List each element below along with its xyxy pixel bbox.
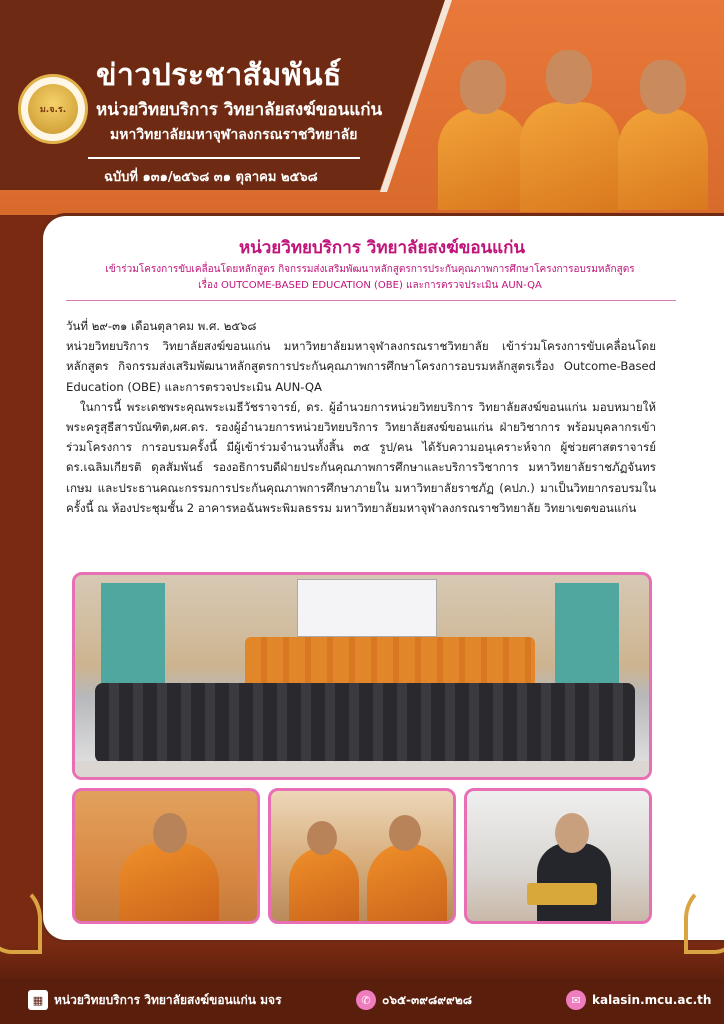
heading-divider	[66, 300, 676, 301]
footer-phone[interactable]	[356, 990, 472, 1010]
footer-website[interactable]	[566, 990, 711, 1010]
monk-portrait-left	[438, 50, 528, 210]
monk-head	[153, 813, 187, 853]
title-underline	[88, 157, 360, 159]
projector-screen	[297, 579, 437, 637]
podium-document	[527, 883, 597, 905]
photo-speaker-podium	[464, 788, 652, 924]
article-subheading-line-1: เข้าร่วมโครงการขับเคลื่อนโดยหลักสูตร กิจกรรมส่งเสริมพัฒนาหลักสูตรการประกันคุณภาพการศึกษาโครงการอบรมหลักสูตร	[105, 264, 635, 275]
footer-organization	[28, 990, 282, 1010]
monk-robe	[438, 108, 528, 210]
article-body	[66, 316, 656, 518]
monk-robe	[119, 843, 219, 924]
footer-phone-text: ๐๖๕-๓๙๘๙๙๒๘	[382, 992, 472, 1007]
issue-number: ฉบับที่ ๑๓๑/๒๕๖๘ ๓๑ ตุลาคม ๒๕๖๘	[104, 170, 318, 185]
footer-org-text: หน่วยวิทยบริการ วิทยาลัยสงฆ์ขอนแก่น มจร	[54, 992, 282, 1007]
newsletter-title: ข่าวประชาสัมพันธ์	[96, 58, 342, 93]
monk-robe	[618, 108, 708, 210]
footer-band	[0, 943, 724, 979]
article-subheading	[60, 262, 680, 294]
monk-robe	[289, 847, 359, 924]
article-paragraph-2: ในการนี้ พระเดชพระคุณพระเมธีวัชราจารย์, ดร. ผู้อำนวยการหน่วยวิทยบริการ วิทยาลัยสงฆ์ขอนแก่น มอบหมายให้ พระครูสุธีสารบัณฑิต,ผศ.ดร. รองผู้อำนวยการหน่วยวิทยบริการ วิทยาลัยสงฆ์ขอนแก่น ฝ่ายวิชาการ พร้อมบุคลากรเข้าร่วมโครงการ การอบรมครั้งนี้ มีผู้เข้าร่วมจำนวนทั้งสิ้น ๓๕ รูป/คน ได้รับความอนุเคราะห์จาก ผู้ช่วยศาสตราจารย์ ดร.เฉลิมเกียรติ ดุลสัมพันธ์ รองอธิการบดีฝ่ายประกันคุณภาพการศึกษาและบริการวิชาการ มหาวิทยาลัยราชภัฏจันทรเกษม และประธานคณะกรรมการประกันคุณภาพการศึกษาภายใน มหาวิทยาลัยราชภัฏ (คปภ.) มาเป็นวิทยากรอบรมในครั้งนี้ ณ ห้องประชุมชั้น 2 อาคารหอฉันพระพิมลธรรม มหาวิทยาลัยมหาจุฬาลงกรณราชวิทยาลัย วิทยาเขตขอนแก่น	[66, 399, 656, 515]
unit-name: หน่วยวิทยบริการ วิทยาลัยสงฆ์ขอนแก่น	[96, 100, 383, 120]
university-logo	[18, 74, 88, 144]
phone-icon: ✆	[356, 990, 376, 1010]
speaker-head	[555, 813, 589, 853]
monk-robe	[520, 102, 620, 212]
monk-head	[546, 50, 592, 104]
monk-robe	[367, 843, 447, 924]
article-paragraph-1: หน่วยวิทยบริการ วิทยาลัยสงฆ์ขอนแก่น มหาวิทยาลัยมหาจุฬาลงกรณราชวิทยาลัย เข้าร่วมโครงการขับเคลื่อนโดยหลักสูตร กิจกรรมส่งเสริมพัฒนาหลักสูตรการประกันคุณภาพการศึกษาโครงการอบรมหลักสูตรเรื่อง Outcome-Based Education (OBE) และการตรวจประเมิน AUN-QA	[66, 339, 656, 394]
article-subheading-line-2: เรื่อง OUTCOME-BASED EDUCATION (OBE) และการตรวจประเมิน AUN-QA	[198, 280, 542, 291]
group-photo	[72, 572, 652, 780]
monk-head	[389, 815, 421, 851]
monk-head	[640, 60, 686, 114]
university-name: มหาวิทยาลัยมหาจุฬาลงกรณราชวิทยาลัย	[110, 127, 358, 143]
monk-portrait-center	[520, 40, 620, 212]
article-date: วันที่ ๒๙-๓๑ เดือนตุลาคม พ.ศ. ๒๕๖๘	[66, 319, 257, 333]
mail-icon: ✉	[566, 990, 586, 1010]
article-heading: หน่วยวิทยบริการ วิทยาลัยสงฆ์ขอนแก่น	[238, 238, 526, 258]
wall-panel	[555, 583, 619, 693]
qr-code-icon: ▦	[28, 990, 48, 1010]
floor	[75, 761, 652, 780]
ornament-left	[0, 884, 42, 954]
monk-portrait-right	[618, 50, 708, 210]
footer-website-text: kalasin.mcu.ac.th	[592, 993, 712, 1007]
monk-head	[307, 821, 337, 855]
logo-emblem: ม.จ.ร.	[28, 84, 78, 134]
monk-head	[460, 60, 506, 114]
photo-monks-seated	[268, 788, 456, 924]
wall-panel	[101, 583, 165, 693]
participants-row	[95, 683, 635, 763]
photo-monk-speaking	[72, 788, 260, 924]
